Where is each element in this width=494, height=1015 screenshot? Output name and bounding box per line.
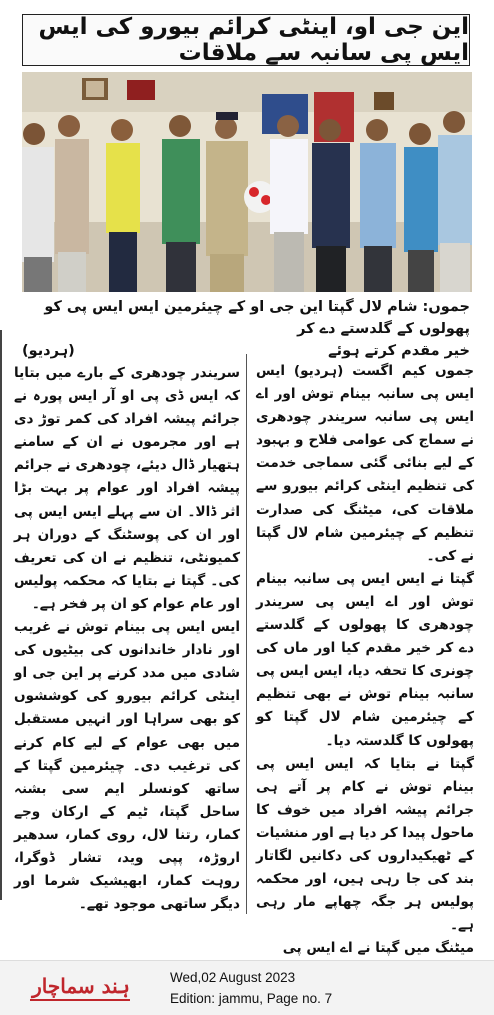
article-paragraph: میٹنگ میں گپتا نے اے ایس پی xyxy=(282,940,474,957)
article-paragraph: گپتا نے ایس ایس پی سانبہ بینام توش اور اے ایس پی سریندر چودھری کا پھولوں کے گلدستے دے کر خیر مقدم کیا اور ماں کی چونری کا تحفہ دیا، ایس ایس پی سانبہ بینام توش نے بھی تنظیم کے چیئرمین شام لال گپتا کو پھولوں کا گلدستہ دیا۔ xyxy=(256,570,474,749)
page-footer xyxy=(0,960,494,1015)
photo-caption xyxy=(22,296,470,359)
column-divider xyxy=(246,354,247,914)
article-paragraph: سریندر چودھری کے بارے میں بتایا کہ ایس ڈی پی او آر ایس پورہ نے جرائم پیشہ افراد کی کمر توڑ دی ہے اور مجرموں نے ان کے سامنے ہتھیار ڈال دیئے، چودھری نے جرائم پیشہ افراد اور عوام پر بہت بڑا اثر ڈالا۔ ان سے پہلے ایس ایس پی اور ان کی پوسٹنگ کے دوران ہر کمیونٹی، تنظیم نے ان کی تعریف کی۔ گپتا نے بتایا کہ محکمہ پولیس اور عام عوام کو ان پر فخر ہے۔ xyxy=(14,365,240,612)
newspaper-logo: ہند سماچار xyxy=(32,974,130,998)
article-paragraph: ایس ایس پی بینام توش نے غریب اور نادار خاندانوں کی بیٹیوں کی شادی میں مدد کرنے پر این جی او اینٹی کرائم بیورو کی کوششوں کو بھی سراہا اور انہیں مستقبل میں بھی عوام کے لیے کام کرنے کی ترغیب دی۔ چیئرمین گپتا کے ساتھ کونسلر ایم سی بشنہ ساحل گپتا، ٹیم کے ارکان وجے کمار، رتنا لال، روی کمار، سدھیر اروڑہ، پپی وید، تشار ڈوگرا، روہت کمار، ابھیشیک شرما اور دیگر ساتھی موجود تھے۔ xyxy=(14,619,240,913)
article-paragraph: جموں کیم اگست (ہردیو) ایس ایس پی سانبہ بینام توش اور اے ایس پی سانبہ سریندر چودھری نے سماج کی عوامی فلاح و بہبود کے لیے بنائی گئی سماجی خدمت کی تنظیم اینٹی کرائم بیورو سے ملاقات کی، میٹنگ کی صدارت تنظیم کے چیئرمین شام لال گپتا نے کی۔ xyxy=(256,363,474,564)
caption-line-1: جموں: شام لال گپتا این جی او کے چیئرمین ایس ایس پی کو پھولوں کے گلدستے دے کر xyxy=(44,299,470,337)
caption-line-2-text: خیر مقدم کرتے ہوئے xyxy=(328,343,470,359)
news-photo xyxy=(22,72,472,292)
edition-info: Edition: jammu, Page no. 7 xyxy=(170,991,333,1006)
photo-credit: (ہردیو) xyxy=(22,343,75,359)
article-column-left xyxy=(14,362,240,916)
logo-underline xyxy=(30,999,130,1001)
headline: این جی او، اینٹی کرائم بیورو کی ایس ایس پی سانبہ سے ملاقات xyxy=(22,14,470,66)
article-column-right xyxy=(256,360,474,960)
publication-date: Wed,02 August 2023 xyxy=(170,970,296,985)
left-rule xyxy=(0,330,2,900)
article-paragraph: گپتا نے بتایا کہ ایس ایس پی بینام توش نے کام پر آتے ہی جرائم پیشہ افراد میں خوف کا ماحول پیدا کر دیا ہے اور منشیات کے ٹھیکیداروں کی دکانیں لگاتار بند کی جا رہی ہیں، اور محکمہ پولیس ہر جگہ چھاپے مار رہی ہے۔ xyxy=(256,755,474,934)
